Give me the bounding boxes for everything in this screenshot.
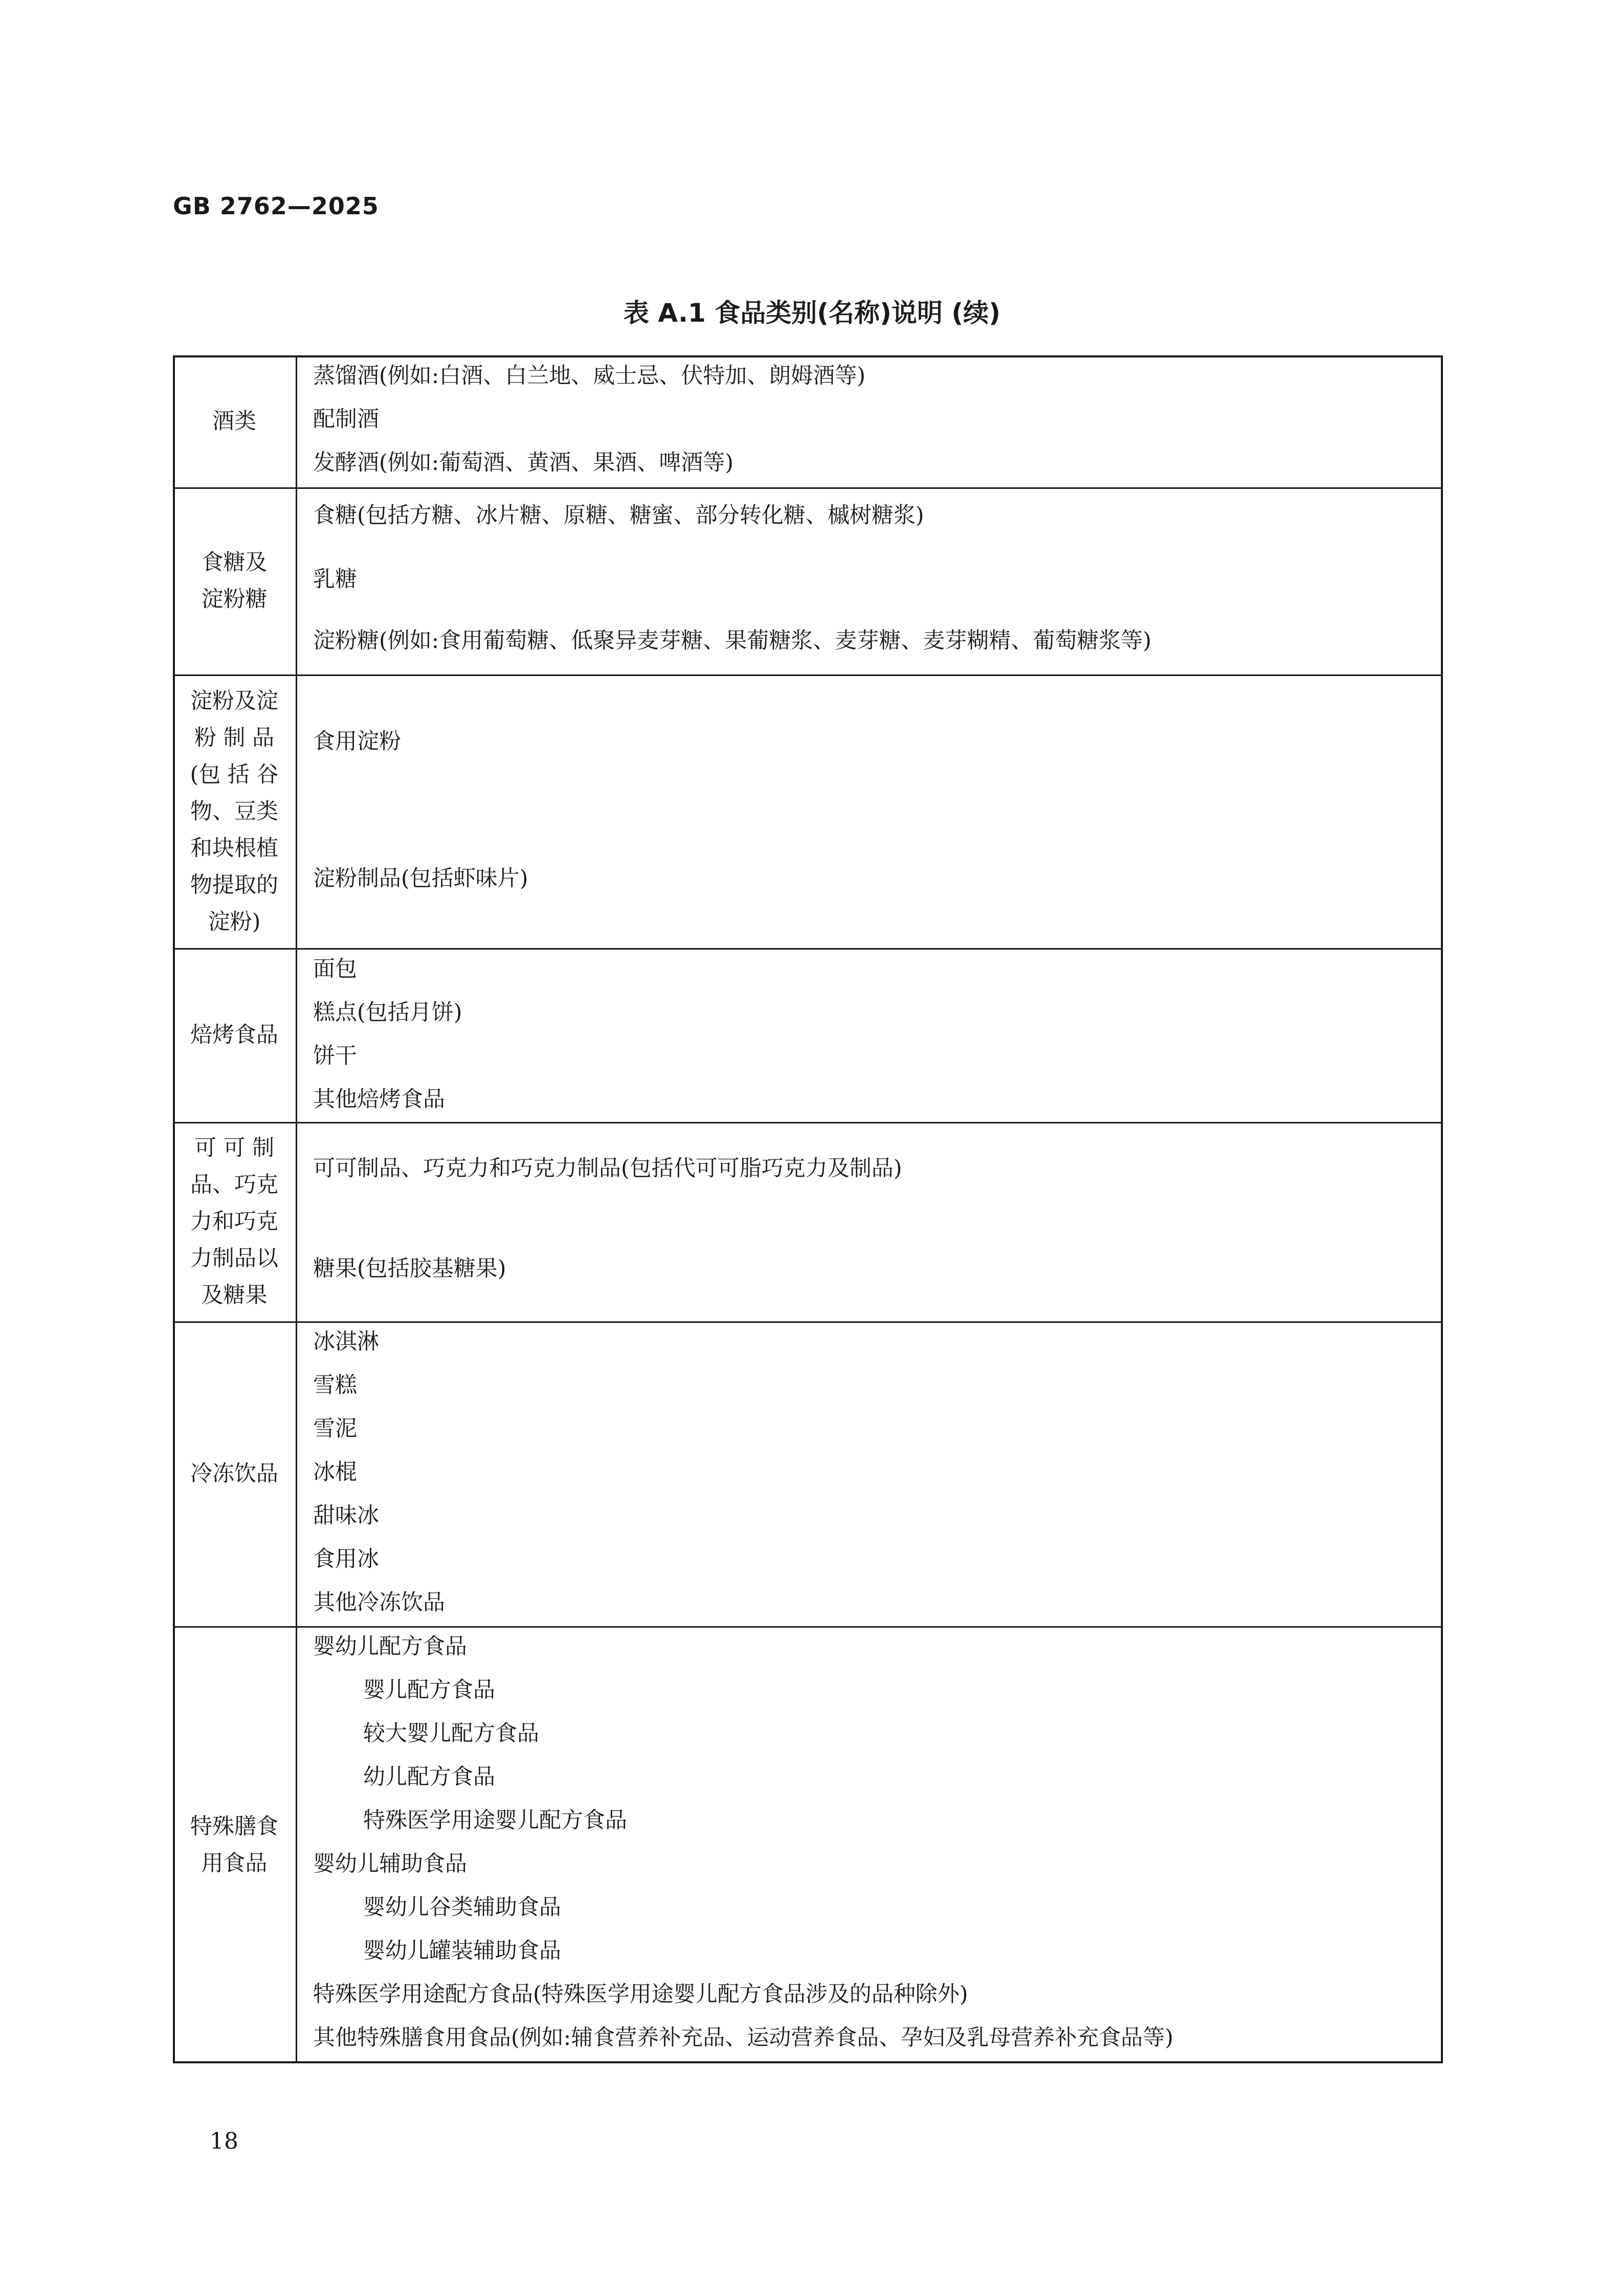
item-text: 甜味冰 (313, 1503, 379, 1528)
category-cell (173, 1122, 296, 1321)
table-row (173, 674, 1443, 948)
item-text: 婴儿配方食品 (363, 1677, 495, 1703)
table-title: 表 A.1 食品类别(名称)说明 (续) (623, 298, 1001, 328)
category-label: 物、豆类 (190, 798, 278, 824)
category-label: 焙烤食品 (190, 1022, 278, 1048)
item-text: 乳糖 (313, 567, 357, 592)
item-text: 食糖(包括方糖、冰片糖、原糖、糖蜜、部分转化糖、槭树糖浆) (313, 503, 924, 528)
category-label: 淀粉) (208, 909, 261, 935)
item-text: 其他特殊膳食用食品(例如:辅食营养补充品、运动营养食品、孕妇及乳母营养补充食品等) (313, 2025, 1174, 2051)
table-row (173, 1321, 1443, 1626)
item-text: 淀粉制品(包括虾味片) (313, 866, 528, 891)
item-text: 糖果(包括胶基糖果) (313, 1256, 506, 1281)
table-row (173, 487, 1443, 674)
item-text: 特殊医学用途婴儿配方食品 (363, 1808, 627, 1833)
item-text: 冰棍 (313, 1459, 357, 1485)
item-text: 婴幼儿谷类辅助食品 (363, 1895, 561, 1920)
category-label: 冷冻饮品 (190, 1461, 278, 1487)
item-text: 特殊医学用途配方食品(特殊医学用途婴儿配方食品涉及的品种除外) (313, 1982, 968, 2007)
item-text: 蒸馏酒(例如:白酒、白兰地、威士忌、伏特加、朗姆酒等) (313, 363, 866, 389)
item-text: 较大婴儿配方食品 (363, 1721, 539, 1746)
table-row (173, 1626, 1443, 2063)
category-label: 物提取的 (190, 872, 278, 898)
category-label: 淀粉糖 (201, 587, 268, 612)
item-text: 雪泥 (313, 1416, 357, 1442)
category-label: 可 可 制 (194, 1135, 275, 1161)
category-cell (173, 948, 296, 1122)
item-text: 面包 (313, 956, 357, 982)
table-row (173, 948, 1443, 1122)
category-label: 品、巧克 (190, 1172, 278, 1198)
item-text: 糕点(包括月饼) (313, 1000, 462, 1025)
item-text: 配制酒 (313, 407, 379, 432)
item-text: 雪糕 (313, 1372, 357, 1398)
item-text: 幼儿配方食品 (363, 1764, 495, 1790)
category-label: 和块根植 (190, 835, 278, 861)
item-text: 食用淀粉 (313, 729, 401, 754)
category-label: (包 括 谷 (190, 761, 279, 787)
page-number: 18 (210, 2128, 238, 2154)
category-label: 用食品 (201, 1850, 268, 1876)
item-text: 冰淇淋 (313, 1329, 379, 1355)
category-label: 特殊膳食 (190, 1813, 278, 1839)
category-label: 粉 制 品 (194, 725, 275, 751)
table-row (173, 1122, 1443, 1321)
category-cell (173, 674, 296, 948)
category-label: 力制品以 (190, 1246, 278, 1271)
item-text: 其他冷冻饮品 (313, 1590, 445, 1615)
category-cell (173, 487, 296, 674)
category-cell (173, 1626, 296, 2063)
category-label: 食糖及 (201, 550, 268, 575)
item-text: 淀粉糖(例如:食用葡萄糖、低聚异麦芽糖、果葡糖浆、麦芽糖、麦芽糊精、葡萄糖浆等) (313, 628, 1152, 654)
category-cell (173, 1321, 296, 1626)
category-cell (173, 355, 296, 487)
item-text: 食用冰 (313, 1546, 379, 1572)
category-label: 淀粉及淀 (190, 688, 278, 714)
item-text: 婴幼儿辅助食品 (313, 1851, 467, 1877)
table-row (173, 355, 1443, 487)
item-text: 饼干 (313, 1043, 357, 1069)
standard-code: GB 2762—2025 (173, 192, 379, 220)
category-label: 力和巧克 (190, 1209, 278, 1234)
item-text: 其他焙烤食品 (313, 1087, 445, 1112)
item-text: 可可制品、巧克力和巧克力制品(包括代可可脂巧克力及制品) (313, 1156, 902, 1181)
item-text: 发酵酒(例如:葡萄酒、黄酒、果酒、啤酒等) (313, 450, 734, 476)
item-text: 婴幼儿配方食品 (313, 1634, 467, 1659)
category-label: 酒类 (212, 409, 256, 434)
category-label: 及糖果 (201, 1282, 268, 1308)
item-text: 婴幼儿罐装辅助食品 (363, 1938, 561, 1964)
